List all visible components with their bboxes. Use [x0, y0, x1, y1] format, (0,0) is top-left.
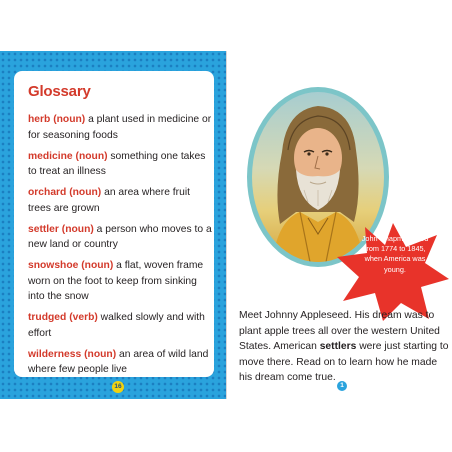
entry-pos: (noun) — [84, 348, 117, 360]
entry-pos: (noun) — [61, 223, 94, 235]
entry-term: medicine — [28, 150, 73, 162]
entry-definition: an area of wild land where few people live — [28, 348, 209, 375]
page-number-left: 16 — [112, 381, 124, 393]
glossary-entry — [28, 222, 214, 253]
glossary-entry — [28, 258, 214, 305]
entry-pos: (noun) — [75, 150, 108, 162]
entry-term: herb — [28, 114, 51, 125]
entry-definition: an area where fruit trees are grown — [28, 187, 190, 214]
entry-pos: (noun) — [53, 114, 86, 125]
entry-pos: (verb) — [69, 312, 98, 323]
glossary-entry — [28, 185, 214, 216]
glossary-entry — [28, 347, 214, 378]
entry-term: settler — [28, 223, 59, 235]
entry-pos: (noun) — [69, 187, 102, 198]
glossary-entry — [28, 112, 214, 143]
glossary-entry — [28, 149, 214, 180]
entry-definition: a person who moves to a new land or country — [28, 223, 212, 250]
glossary-entries — [28, 112, 214, 383]
entry-definition: walked slowly and with effort — [28, 312, 205, 339]
glossary-entry — [28, 310, 214, 341]
glossary-title: Glossary — [28, 83, 91, 100]
intro-text-part2: were just starting to move there. Read on to learn how he made his dream come true. — [239, 341, 449, 384]
portrait-caption: John Chapman lived from 1774 to 1845, when America was young. — [361, 234, 429, 274]
left-page — [0, 51, 226, 399]
glossary-card — [14, 71, 214, 377]
entry-definition: a flat, woven frame worn on the foot to keep from sinking into the snow — [28, 260, 204, 302]
page-number-right: 1 — [337, 381, 347, 391]
book-spread — [0, 51, 452, 399]
intro-bold-word: settlers — [319, 341, 357, 353]
entry-definition: a plant used in medicine or for seasoning foods — [28, 114, 212, 141]
right-page — [226, 51, 452, 399]
entry-definition: something one takes to treat an illness — [28, 150, 206, 177]
intro-text-part1: Meet Johnny Appleseed. His dream was to plant apple trees all over the western United States. American — [239, 310, 440, 353]
entry-term: wilderness — [28, 348, 82, 360]
entry-term: trudged — [28, 312, 67, 323]
entry-pos: (noun) — [81, 260, 114, 271]
entry-term: snowshoe — [28, 260, 79, 271]
entry-term: orchard — [28, 187, 67, 198]
intro-paragraph — [239, 308, 451, 386]
